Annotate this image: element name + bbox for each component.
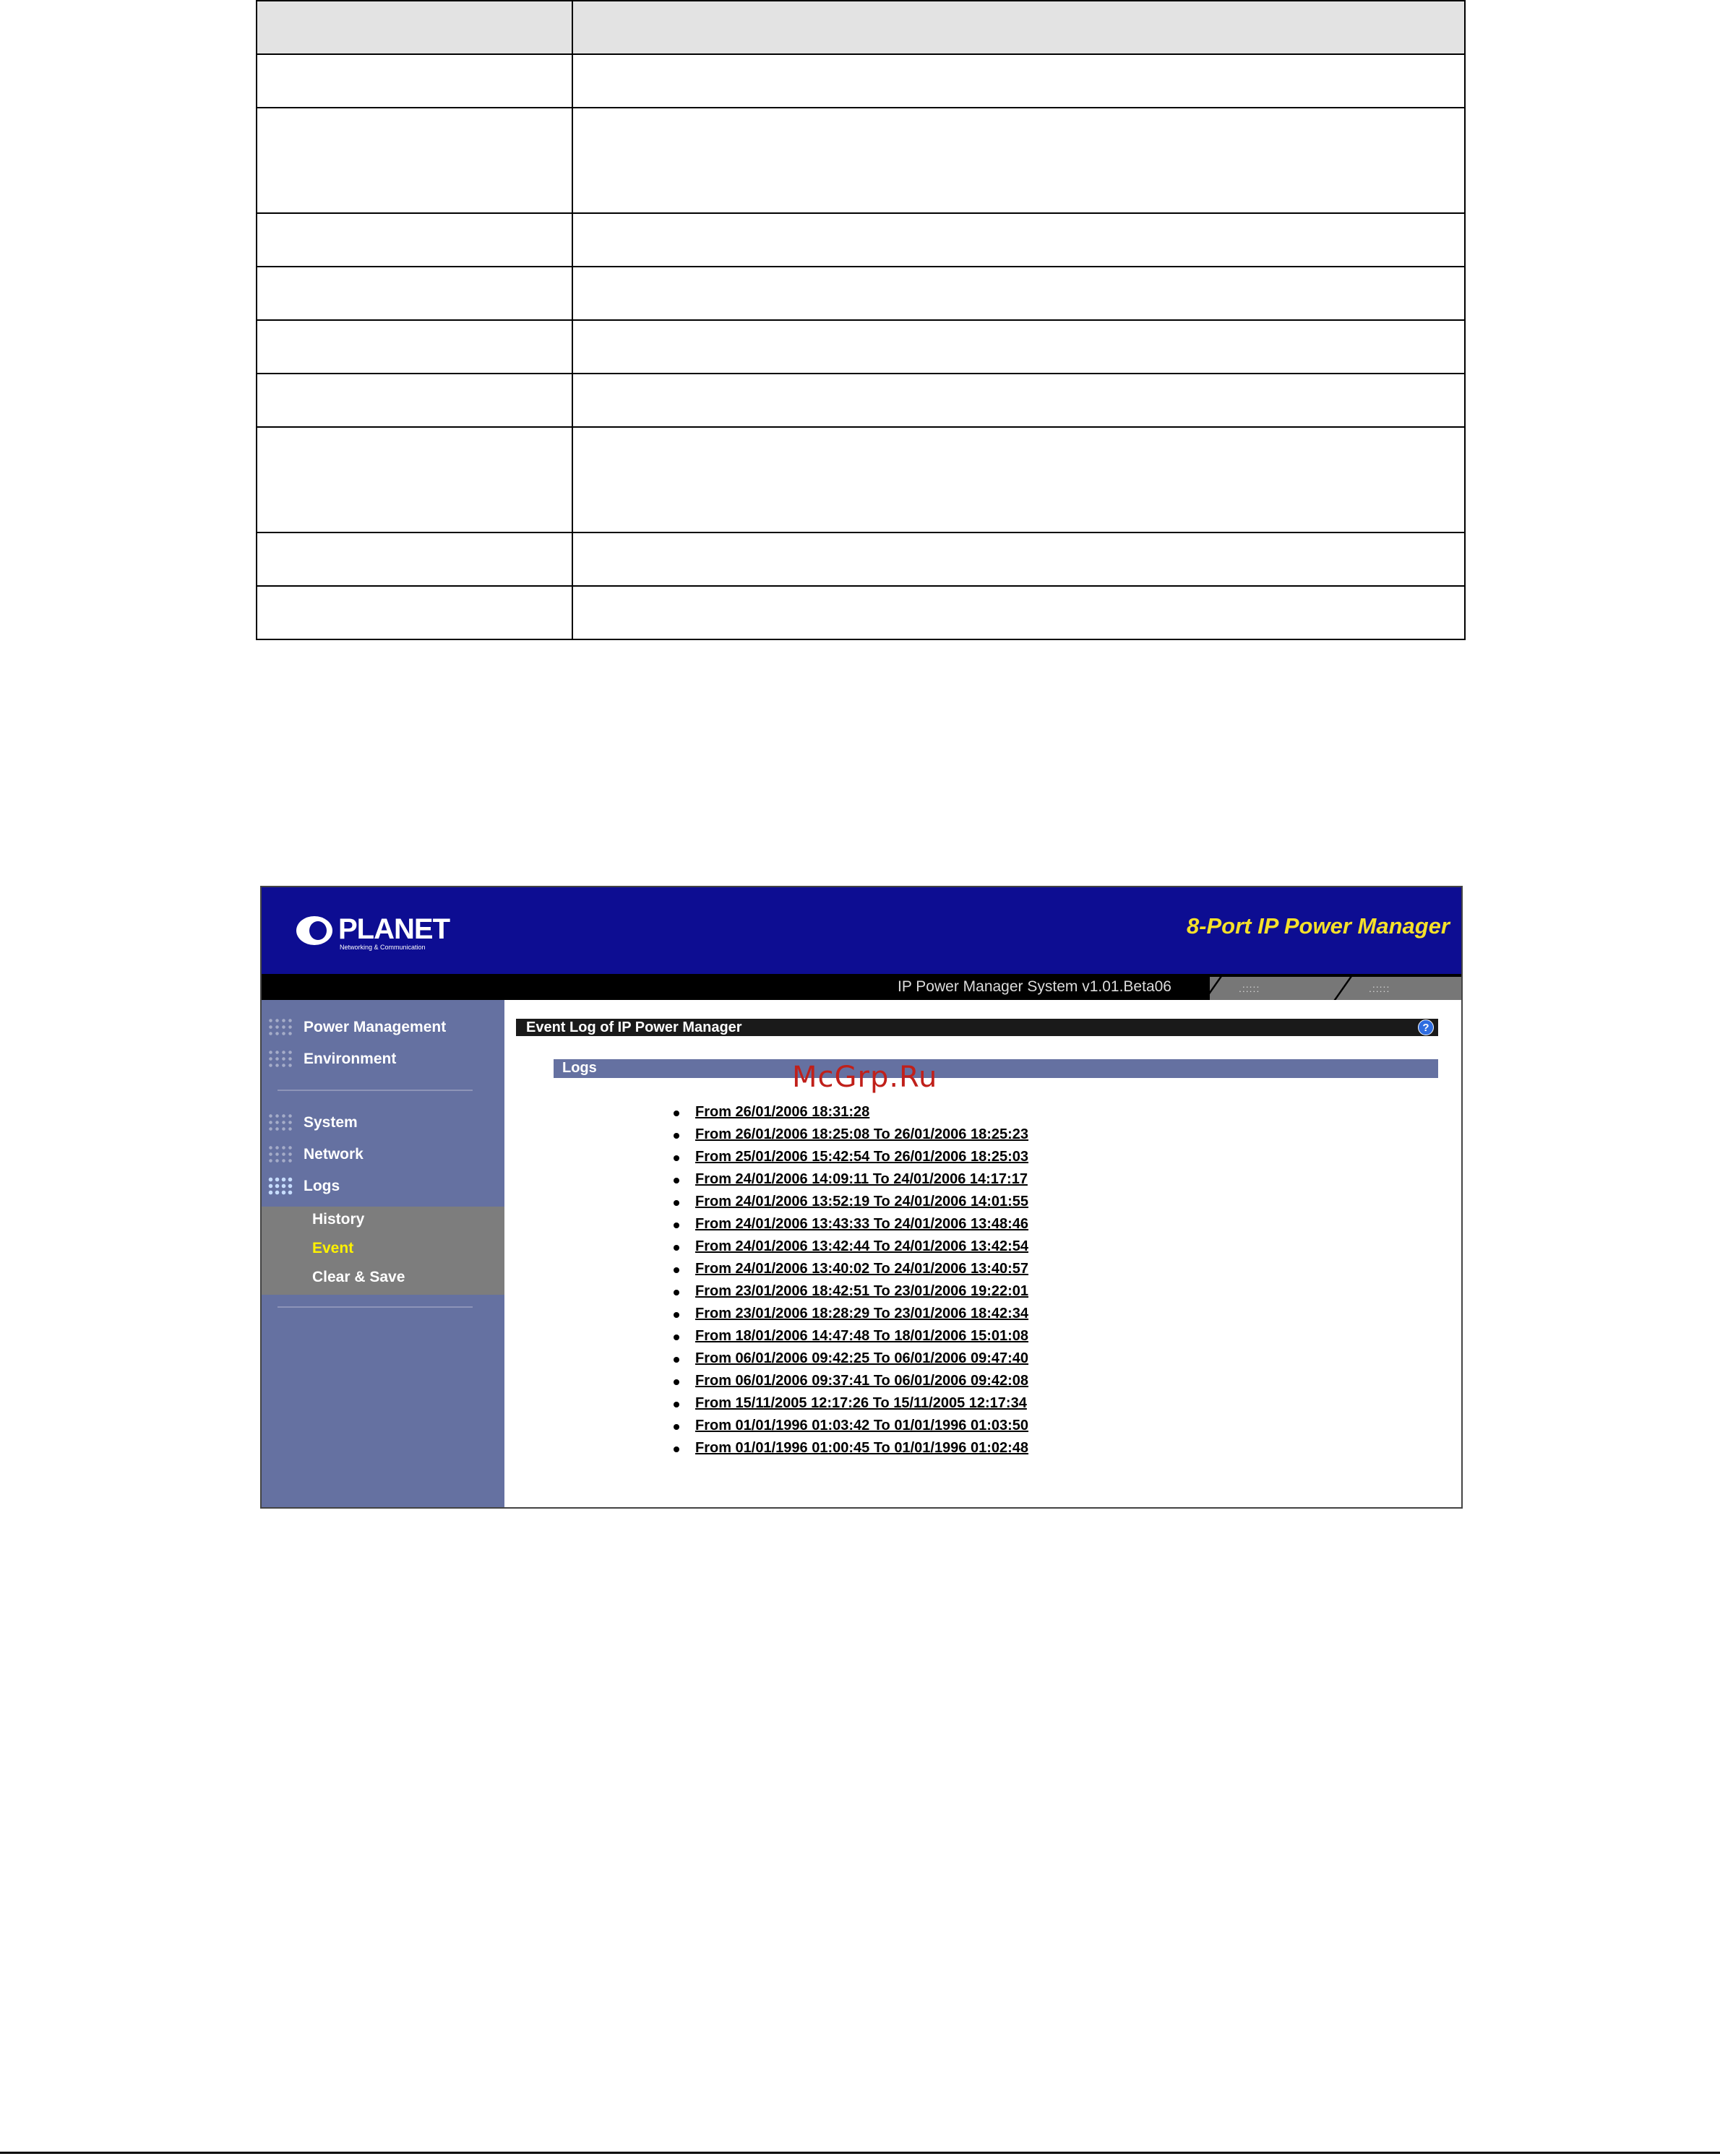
sidebar <box>262 1000 504 1509</box>
list-item <box>674 1328 1028 1350</box>
logs-section-header <box>554 1059 1438 1078</box>
log-link[interactable]: From 23/01/2006 18:28:29 To 23/01/2006 18:42:34 <box>695 1306 1029 1321</box>
list-item <box>674 1283 1028 1306</box>
list-item <box>674 1261 1028 1283</box>
table-row <box>257 213 1465 267</box>
table-row <box>257 108 1465 213</box>
logo-subtitle: Networking & Communication <box>340 944 426 951</box>
sidebar-divider <box>278 1306 473 1308</box>
app-window <box>260 886 1463 1509</box>
sidebar-item-system[interactable] <box>262 1108 504 1134</box>
submenu-item-history[interactable]: History <box>312 1211 365 1228</box>
page-footer-rule <box>0 2152 1720 2154</box>
table-row <box>257 54 1465 108</box>
main-content <box>504 1000 1463 1509</box>
log-link[interactable]: From 15/11/2005 12:17:26 To 15/11/2005 12:17:34 <box>695 1395 1027 1411</box>
header-banner <box>262 887 1461 974</box>
list-item <box>674 1395 1028 1418</box>
sidebar-item-logs[interactable] <box>262 1172 504 1198</box>
dots-icon <box>267 1144 293 1165</box>
sidebar-item-label: Environment <box>304 1051 397 1067</box>
sidebar-item-label: Logs <box>304 1178 340 1194</box>
event-log-list <box>674 1104 1028 1462</box>
logs-submenu <box>262 1207 504 1295</box>
table-row <box>257 532 1465 586</box>
log-link[interactable]: From 24/01/2006 14:09:11 To 24/01/2006 14:17:17 <box>695 1171 1028 1187</box>
log-link[interactable]: From 06/01/2006 09:42:25 To 06/01/2006 09:47:40 <box>695 1350 1029 1366</box>
list-item <box>674 1373 1028 1395</box>
list-item <box>674 1126 1028 1149</box>
log-link[interactable]: From 23/01/2006 18:42:51 To 23/01/2006 19:22:01 <box>695 1283 1029 1299</box>
sidebar-item-network[interactable] <box>262 1140 504 1166</box>
list-item <box>674 1238 1028 1261</box>
list-item <box>674 1171 1028 1194</box>
sidebar-item-label: System <box>304 1114 358 1131</box>
table-row <box>257 586 1465 639</box>
tab-separator <box>1202 975 1224 1003</box>
list-item <box>674 1194 1028 1216</box>
log-link[interactable]: From 26/01/2006 18:25:08 To 26/01/2006 18:25:23 <box>695 1126 1029 1142</box>
sidebar-item-environment[interactable] <box>262 1045 504 1071</box>
sidebar-divider <box>278 1090 473 1091</box>
page-title-bar <box>516 1019 1438 1036</box>
list-item <box>674 1418 1028 1440</box>
system-version-label: IP Power Manager System v1.01.Beta06 <box>898 978 1171 995</box>
sidebar-item-label: Network <box>304 1146 364 1163</box>
planet-logo-icon <box>296 916 332 945</box>
tab-separator <box>1332 975 1354 1003</box>
dots-icon <box>267 1113 293 1133</box>
logo-text: PLANET <box>338 913 450 945</box>
status-tabs <box>1210 977 1463 1000</box>
page-title: Event Log of IP Power Manager <box>526 1019 742 1035</box>
log-link[interactable]: From 24/01/2006 13:42:44 To 24/01/2006 13:42:54 <box>695 1238 1029 1254</box>
log-link[interactable]: From 01/01/1996 01:03:42 To 01/01/1996 01:03:50 <box>695 1418 1029 1433</box>
submenu-item-event[interactable]: Event <box>312 1240 354 1256</box>
section-title: Logs <box>562 1060 597 1076</box>
document-table <box>256 0 1466 640</box>
table-header-row <box>257 1 1465 54</box>
dots-icon <box>267 1176 293 1196</box>
log-link[interactable]: From 24/01/2006 13:52:19 To 24/01/2006 14:01:55 <box>695 1194 1029 1209</box>
watermark: McGrp.Ru <box>792 1061 938 1094</box>
log-link[interactable]: From 06/01/2006 09:37:41 To 06/01/2006 09:42:08 <box>695 1373 1029 1389</box>
table-row <box>257 320 1465 374</box>
log-link[interactable]: From 24/01/2006 13:40:02 To 24/01/2006 13:40:57 <box>695 1261 1029 1277</box>
list-item <box>674 1350 1028 1373</box>
submenu-item-clear-save[interactable]: Clear & Save <box>312 1269 405 1285</box>
table-row <box>257 374 1465 427</box>
sidebar-item-label: Power Management <box>304 1019 447 1035</box>
help-icon[interactable]: ? <box>1418 1019 1434 1035</box>
dots-icon <box>267 1017 293 1038</box>
table-row <box>257 267 1465 320</box>
dots-icon <box>267 1049 293 1069</box>
log-link[interactable]: From 01/01/1996 01:00:45 To 01/01/1996 01:02:48 <box>695 1440 1029 1456</box>
list-item <box>674 1149 1028 1171</box>
product-title: 8-Port IP Power Manager <box>1186 913 1450 939</box>
log-link[interactable]: From 26/01/2006 18:31:28 <box>695 1104 870 1120</box>
log-link[interactable]: From 24/01/2006 13:43:33 To 24/01/2006 13:48:46 <box>695 1216 1029 1232</box>
list-item <box>674 1306 1028 1328</box>
log-link[interactable]: From 25/01/2006 15:42:54 To 26/01/2006 18:25:03 <box>695 1149 1029 1165</box>
table-row <box>257 427 1465 532</box>
status-tab-2[interactable]: .::::: <box>1369 983 1390 994</box>
list-item <box>674 1216 1028 1238</box>
status-tab-1[interactable]: .::::: <box>1239 983 1260 994</box>
list-item <box>674 1104 1028 1126</box>
sidebar-item-power-management[interactable] <box>262 1013 504 1039</box>
list-item <box>674 1440 1028 1462</box>
log-link[interactable]: From 18/01/2006 14:47:48 To 18/01/2006 15:01:08 <box>695 1328 1029 1344</box>
status-bar <box>262 974 1461 1000</box>
